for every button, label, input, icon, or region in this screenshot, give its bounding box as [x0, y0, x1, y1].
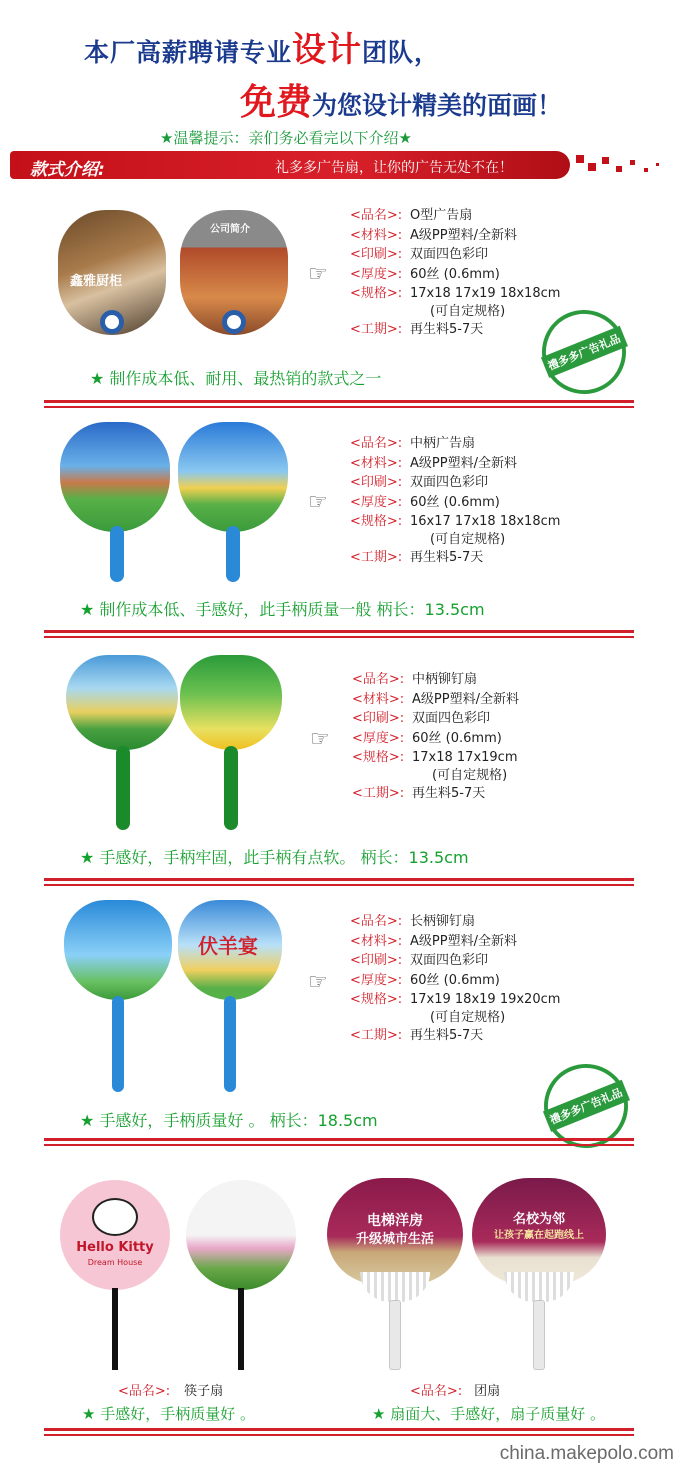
fan-company-text: 公司简介: [210, 224, 250, 235]
spec-row-period: <工期>: 再生料5-7天: [350, 1027, 484, 1043]
mid-fan-back: [178, 422, 288, 532]
chopstick-fan-kitty: [60, 1180, 170, 1290]
spec-row-period: <工期>: 再生料5-7天: [350, 321, 484, 337]
spec-row-period: <工期>: 再生料5-7天: [350, 549, 484, 565]
divider: [44, 636, 634, 638]
mid-fan-handle: [226, 526, 240, 582]
divider: [44, 1138, 634, 1141]
product-note: ★ 手感好，手柄质量好 。 柄长：18.5cm: [80, 1111, 378, 1130]
spec-row-thickness: <厚度>: 60丝 (0.6mm): [352, 730, 502, 746]
banner-title: 款式介绍:: [30, 160, 105, 180]
spec-row-print: <印刷>: 双面四色彩印: [350, 247, 489, 262]
spec-row-period: <工期>: 再生料5-7天: [352, 785, 486, 801]
pointing-hand-icon: ☞: [308, 262, 328, 287]
long-fan-handle: [112, 996, 124, 1092]
long-fan-back: [178, 900, 282, 1000]
spec-size-note: (可自定规格): [432, 767, 508, 783]
kitty-subtitle: Dream House: [87, 1258, 143, 1267]
spec-row-print: <印刷>: 双面四色彩印: [352, 711, 491, 726]
long-fan-handle: [224, 996, 236, 1092]
product-note: ★ 制作成本低、耐用、最热销的款式之一: [90, 369, 382, 388]
pointing-hand-icon: ☞: [308, 490, 328, 515]
banner-slogan: 礼多多广告扇，让你的广告无处不在！: [275, 160, 513, 176]
divider: [44, 1144, 634, 1146]
spec-row-name: <品名>: 长柄铆钉扇: [350, 914, 476, 929]
decor-square: [656, 163, 659, 166]
spec-row-print: <印刷>: 双面四色彩印: [350, 953, 489, 968]
chopstick-handle: [112, 1288, 118, 1370]
decor-square: [616, 166, 622, 172]
round-fan-ribs: [504, 1272, 574, 1302]
spec-size-note: (可自定规格): [430, 303, 506, 319]
round-fan-handle: [389, 1300, 401, 1370]
chopstick-fan-name-row: <品名>: 筷子扇: [118, 1384, 224, 1399]
kitty-title: Hello Kitty: [76, 1240, 154, 1255]
fan-dish-text: 伏羊宴: [198, 934, 258, 958]
spec-row-thickness: <厚度>: 60丝 (0.6mm): [350, 972, 500, 988]
headline-recruit: [84, 22, 440, 71]
divider: [44, 1428, 634, 1431]
divider: [44, 630, 634, 633]
decor-square: [630, 160, 635, 165]
o-fan-hole: [222, 310, 246, 334]
estate-headline: 电梯洋房: [367, 1213, 423, 1229]
headline-highlight: 免费: [240, 82, 313, 123]
product-note: ★ 手感好，手柄质量好 。: [82, 1405, 255, 1423]
round-fan-ribs: [360, 1272, 430, 1302]
spec-row-material: <材料>: A级PP塑料/全新料: [350, 455, 517, 471]
product-note: ★ 制作成本低、手感好，此手柄质量一般 柄长：13.5cm: [80, 600, 485, 619]
spec-size-note: (可自定规格): [430, 531, 506, 547]
headline-highlight: 设计: [292, 30, 363, 70]
kitty-face-icon: [92, 1198, 138, 1236]
headline-free-design: [240, 74, 562, 125]
product-note: ★ 扇面大、手感好，扇子质量好 。: [372, 1405, 605, 1423]
spec-row-name: <品名>: O型广告扇: [350, 208, 473, 223]
rivet-fan-front: [66, 655, 178, 750]
round-fan-handle: [533, 1300, 545, 1370]
divider: [44, 878, 634, 881]
o-fan-hole: [100, 310, 124, 334]
headline-text: 团队，: [362, 38, 441, 67]
spec-block-mid-fan: [350, 434, 560, 567]
decor-square: [644, 168, 648, 172]
spec-size-note: (可自定规格): [430, 1009, 506, 1025]
spec-row-thickness: <厚度>: 60丝 (0.6mm): [350, 266, 500, 282]
round-fan-name-row: <品名>: 团扇: [410, 1384, 501, 1399]
divider: [44, 1434, 634, 1436]
headline-text: 为您设计精美的面画！: [312, 91, 563, 120]
brand-stamp: 禮多多广告礼品: [531, 1051, 640, 1160]
brand-stamp: 禮多多广告礼品: [529, 297, 638, 406]
mid-fan-front: [60, 422, 170, 532]
spec-row-size: <规格>: 17x19 18x19 19x20cm: [350, 992, 561, 1007]
spec-block-o-fan: [350, 206, 560, 339]
spec-block-rivet-fan: [352, 670, 519, 803]
chopstick-handle: [238, 1288, 244, 1370]
school-subline: 让孩子赢在起跑线上: [494, 1230, 584, 1241]
mid-fan-handle: [110, 526, 124, 582]
spec-row-size: <规格>: 17x18 17x19cm: [352, 750, 518, 765]
rivet-fan-handle: [116, 746, 130, 830]
chopstick-fan-photo: [186, 1180, 296, 1290]
pointing-hand-icon: ☞: [308, 970, 328, 995]
headline-text: 本厂高薪聘请专业: [84, 38, 293, 67]
estate-subline: 升级城市生活: [355, 1232, 434, 1247]
fan-brand-text: 鑫雅厨柜: [70, 274, 123, 289]
decor-square: [602, 157, 609, 164]
spec-row-size: <规格>: 16x17 17x18 18x18cm: [350, 514, 561, 529]
spec-row-size: <规格>: 17x18 17x19 18x18cm: [350, 286, 561, 301]
round-fan-front: [327, 1178, 463, 1284]
product-note: ★ 手感好，手柄牢固，此手柄有点软。 柄长：13.5cm: [80, 848, 469, 867]
divider: [44, 884, 634, 886]
pointing-hand-icon: ☞: [310, 727, 330, 752]
rivet-fan-handle: [224, 746, 238, 830]
spec-row-material: <材料>: A级PP塑料/全新料: [350, 227, 517, 243]
spec-row-thickness: <厚度>: 60丝 (0.6mm): [350, 494, 500, 510]
site-watermark: china.makepolo.com: [499, 1443, 674, 1464]
divider: [44, 400, 634, 403]
spec-block-long-fan: [350, 912, 560, 1045]
spec-row-print: <印刷>: 双面四色彩印: [350, 475, 489, 490]
divider: [44, 406, 634, 408]
spec-row-name: <品名>: 中柄广告扇: [350, 436, 476, 451]
decor-square: [588, 163, 596, 171]
round-fan-back: [472, 1178, 606, 1284]
spec-row-material: <材料>: A级PP塑料/全新料: [350, 933, 517, 949]
long-fan-front: [64, 900, 172, 1000]
school-headline: 名校为邻: [512, 1212, 565, 1227]
spec-row-material: <材料>: A级PP塑料/全新料: [352, 691, 519, 707]
reminder-tip: ★温馨提示：亲们务必看完以下介绍★: [160, 129, 412, 147]
spec-row-name: <品名>: 中柄铆钉扇: [352, 672, 478, 687]
rivet-fan-back: [180, 655, 282, 750]
decor-square: [576, 155, 584, 163]
